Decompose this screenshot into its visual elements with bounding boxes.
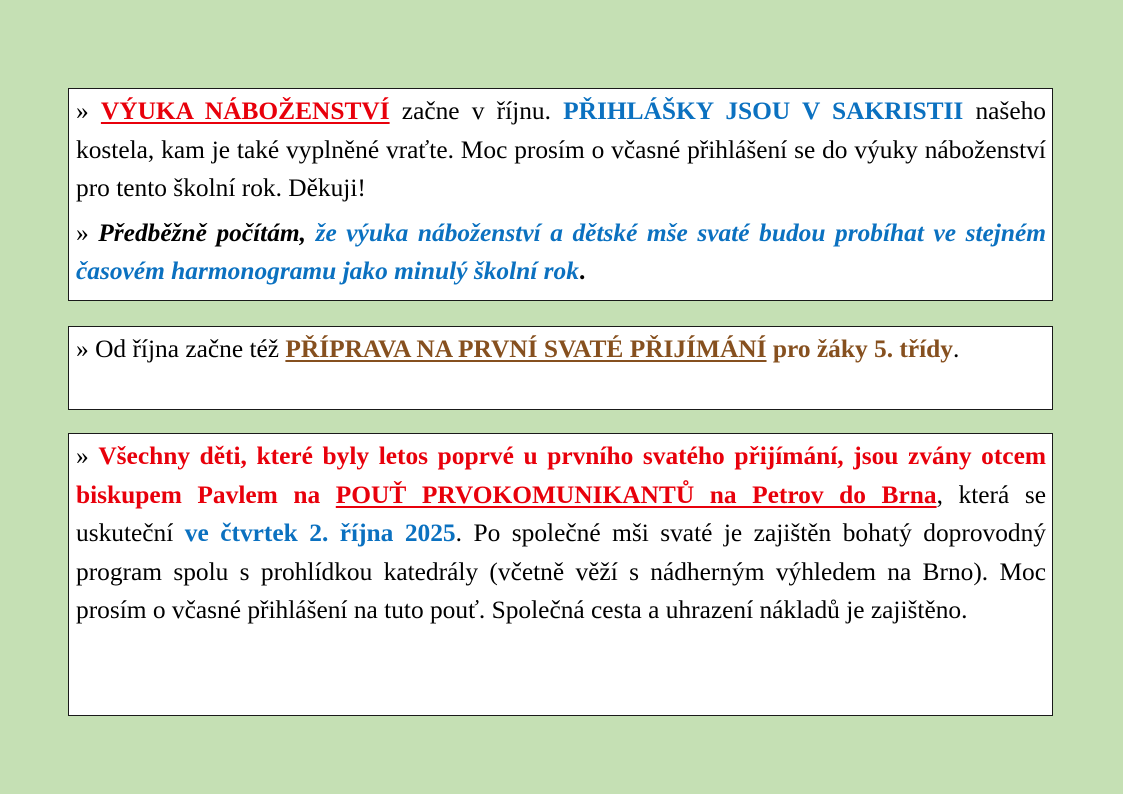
pilgrimage-text-1: , která se uskuteční	[76, 480, 1046, 548]
first-communion-end: .	[952, 335, 960, 363]
religion-class-text-1: začne v říjnu.	[389, 97, 564, 125]
pilgrimage-paragraph	[76, 437, 1046, 630]
bullet: »	[76, 335, 89, 363]
first-communion-text-1: Od října začne též	[95, 335, 286, 363]
religion-class-text-2: našeho kostela, kam je také vyplněné vraťte. Moc prosím o včasné přihlášení se do výuky náboženství pro tento školní rok. Děkuji!	[76, 97, 1046, 203]
pilgrimage-event: POUŤ PRVOKOMUNIKANTŮ na Petrov do Brna	[335, 480, 937, 509]
religion-class-paragraph	[76, 92, 1046, 208]
first-communion-grade: pro žáky 5. třídy	[772, 335, 953, 363]
schedule-highlight: že výuka náboženství a dětské mše svaté budou probíhat ve stejném časovém harmonogramu jako minulý školní rok	[76, 218, 1046, 286]
bullet: »	[76, 97, 89, 125]
pilgrimage-text-2: . Po společné mši svaté je zajištěn bohatý doprovodný program spolu s prohlídkou katedrály (včetně věží s nádherným výhledem na Brno). Moc prosím o včasné přihlášení na tuto pouť. Společná cesta a uhrazení nákladů je zajištěno.	[76, 519, 1046, 625]
pilgrimage-date: ve čtvrtek 2. října 2025	[184, 519, 456, 548]
religion-class-title: VÝUKA NÁBOŽENSTVÍ	[100, 97, 390, 125]
bullet: »	[76, 442, 89, 470]
schedule-end: .	[578, 257, 586, 286]
signup-location: PŘIHLÁŠKY JSOU V SAKRISTII	[563, 97, 964, 125]
notice-box-religion-class	[68, 88, 1053, 301]
first-communion-paragraph	[76, 330, 1046, 369]
bullet: »	[76, 218, 89, 247]
schedule-paragraph	[76, 214, 1046, 291]
schedule-lead: Předběžně počítám,	[98, 218, 307, 247]
pilgrimage-lead: Všechny děti, které byly letos poprvé u prvního svatého přijímání, jsou zvány otcem biskupem Pavlem na	[76, 442, 1046, 509]
notice-box-first-communion	[68, 326, 1053, 410]
first-communion-title: PŘÍPRAVA NA PRVNÍ SVATÉ PŘIJÍMÁNÍ	[285, 335, 767, 363]
notice-box-pilgrimage	[68, 433, 1053, 716]
